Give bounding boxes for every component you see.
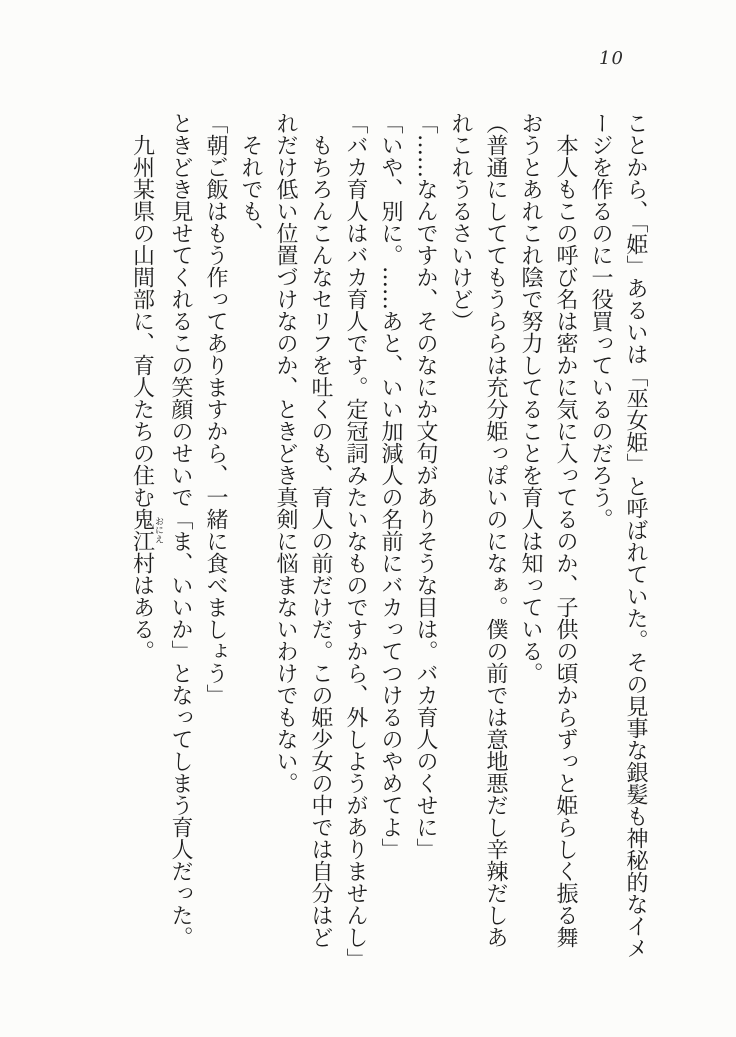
text-before-ruby: 九州某県の山間部に、育人たちの住む bbox=[129, 134, 155, 508]
paragraph-narration: もちろんこんなセリフを吐くのも、育人の前だけだ。この姫少女の中では自分はどれだけ低い位置づけなのか、ときどき真剣に悩まないわけでもない。 bbox=[273, 112, 333, 948]
ruby-annotation bbox=[129, 508, 163, 552]
furigana: おにえ bbox=[153, 508, 163, 552]
text-block bbox=[53, 112, 653, 970]
ruby-base: 鬼江 bbox=[129, 508, 155, 552]
paragraph-dialogue: 「朝ご飯はもう作ってありますから、一緒に食べましょう」 bbox=[203, 112, 228, 706]
text-after-ruby: 村はある。 bbox=[129, 552, 155, 662]
paragraph-inner-thought: （普通にしててもうららは充分姫っぽいのになぁ。僕の前では意地悪だし辛辣だしあれこれうるさいけど） bbox=[448, 112, 508, 948]
paragraph-dialogue: 「いや、別に。……あと、いい加減人の名前にバカってつけるのやめてよ」 bbox=[378, 112, 403, 860]
page-number: 10 bbox=[599, 48, 624, 69]
paragraph-narration: それでも、 bbox=[238, 134, 263, 244]
paragraph-dialogue: 「バカ育人はバカ育人です。定冠詞みたいなものですから、外しようがありませんし」 bbox=[343, 112, 368, 970]
paragraph-dialogue: 「……なんですか、そのなにか文句がありそうな目は。バカ育人のくせに」 bbox=[413, 112, 438, 860]
paragraph-with-ruby bbox=[125, 112, 164, 960]
paragraph-continuation: ことから、「姫」あるいは「巫女姫」と呼ばれていた。その見事な銀髪も神秘的なイメージを作るのに一役買っているのだろう。 bbox=[588, 112, 648, 959]
paragraph-narration: 本人もこの呼び名は密かに気に入ってるのか、子供の頃からずっと姫らしく振る舞おうとあれこれ陰で努力してることを育人は知っている。 bbox=[518, 112, 578, 948]
paragraph-narration: ときどき見せてくれるこの笑顔のせいで「ま、いいか」となってしまう育人だった。 bbox=[168, 112, 193, 948]
